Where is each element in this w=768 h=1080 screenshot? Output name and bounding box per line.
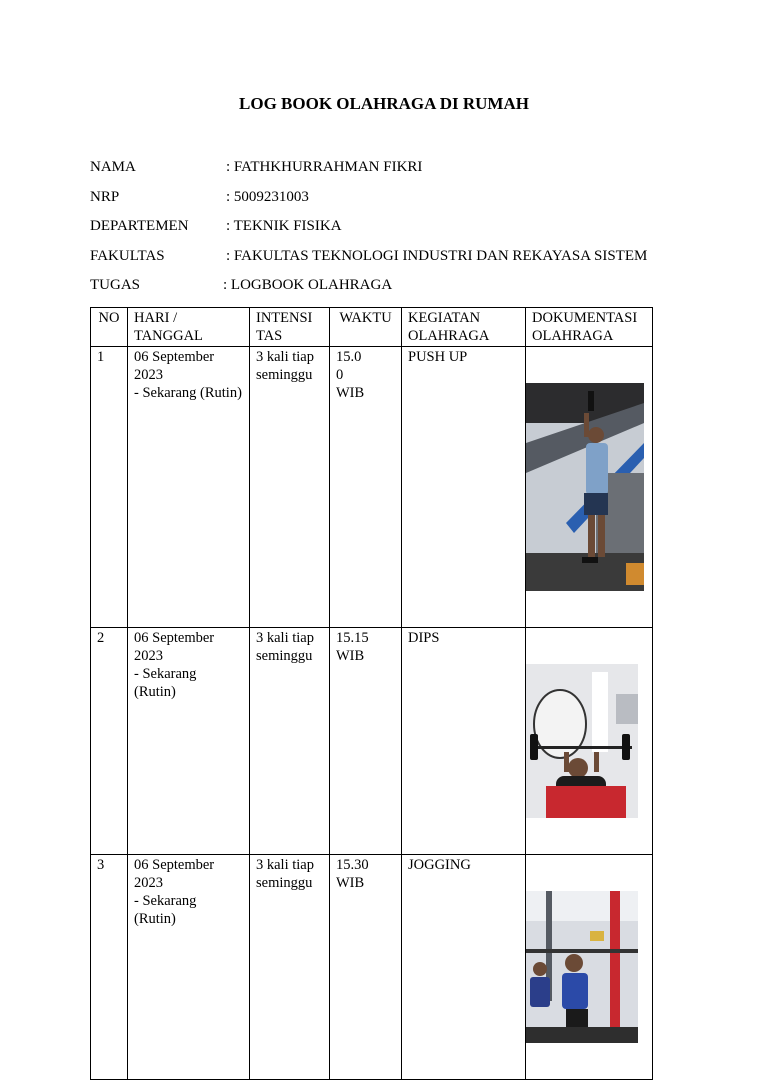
cell-dokumentasi: [526, 347, 653, 628]
cell-waktu: 15.15 WIB: [330, 628, 402, 855]
header-intensitas: INTENSI TAS: [250, 308, 330, 347]
table-row: [91, 347, 653, 628]
cell-dokumentasi: [526, 628, 653, 855]
info-departemen: [90, 218, 342, 235]
cell-dokumentasi: [526, 855, 653, 1080]
info-nrp: [90, 189, 309, 206]
cell-no: 3: [91, 855, 128, 1080]
info-value: : FATHKHURRAHMAN FIKRI: [226, 159, 423, 175]
table-header-row: [91, 308, 653, 347]
cell-waktu: 15.0 0 WIB: [330, 347, 402, 628]
bench-press-photo: [526, 646, 652, 836]
info-nama: [90, 159, 422, 176]
header-kegiatan: KEGIATAN OLAHRAGA: [402, 308, 526, 347]
cell-waktu: 15.30 WIB: [330, 855, 402, 1080]
table-row: [91, 628, 653, 855]
info-value: : LOGBOOK OLAHRAGA: [223, 277, 393, 293]
cell-tanggal: 06 September 2023 - Sekarang (Rutin): [128, 855, 250, 1080]
info-label: DEPARTEMEN: [90, 218, 189, 234]
logbook-table: [90, 307, 653, 1080]
cell-kegiatan: PUSH UP: [402, 347, 526, 628]
cell-intensitas: 3 kali tiap seminggu: [250, 347, 330, 628]
cell-intensitas: 3 kali tiap seminggu: [250, 855, 330, 1080]
info-value: : FAKULTAS TEKNOLOGI INDUSTRI DAN REKAYASA SISTEM: [226, 248, 648, 264]
document-title: LOG BOOK OLAHRAGA DI RUMAH: [239, 94, 529, 113]
header-tanggal: HARI / TANGGAL: [128, 308, 250, 347]
cell-no: 2: [91, 628, 128, 855]
header-dokumentasi: DOKUMENTASI OLAHRAGA: [526, 308, 653, 347]
info-label: FAKULTAS: [90, 248, 165, 264]
cell-tanggal: 06 September 2023 - Sekarang (Rutin): [128, 347, 250, 628]
info-value: : 5009231003: [226, 189, 309, 205]
header-waktu: WAKTU: [330, 308, 402, 347]
info-label: NAMA: [90, 159, 136, 175]
info-fakultas: [90, 248, 647, 265]
cell-kegiatan: JOGGING: [402, 855, 526, 1080]
pull-up-photo: [526, 365, 652, 609]
table-row: [91, 855, 653, 1080]
cell-no: 1: [91, 347, 128, 628]
cell-tanggal: 06 September 2023 - Sekarang (Rutin): [128, 628, 250, 855]
info-label: NRP: [90, 189, 120, 205]
header-no: NO: [91, 308, 128, 347]
cell-kegiatan: DIPS: [402, 628, 526, 855]
gym-press-photo: [526, 873, 652, 1061]
info-label: TUGAS: [90, 277, 141, 293]
cell-intensitas: 3 kali tiap seminggu: [250, 628, 330, 855]
info-value: : TEKNIK FISIKA: [226, 218, 342, 234]
info-tugas: [90, 277, 392, 294]
